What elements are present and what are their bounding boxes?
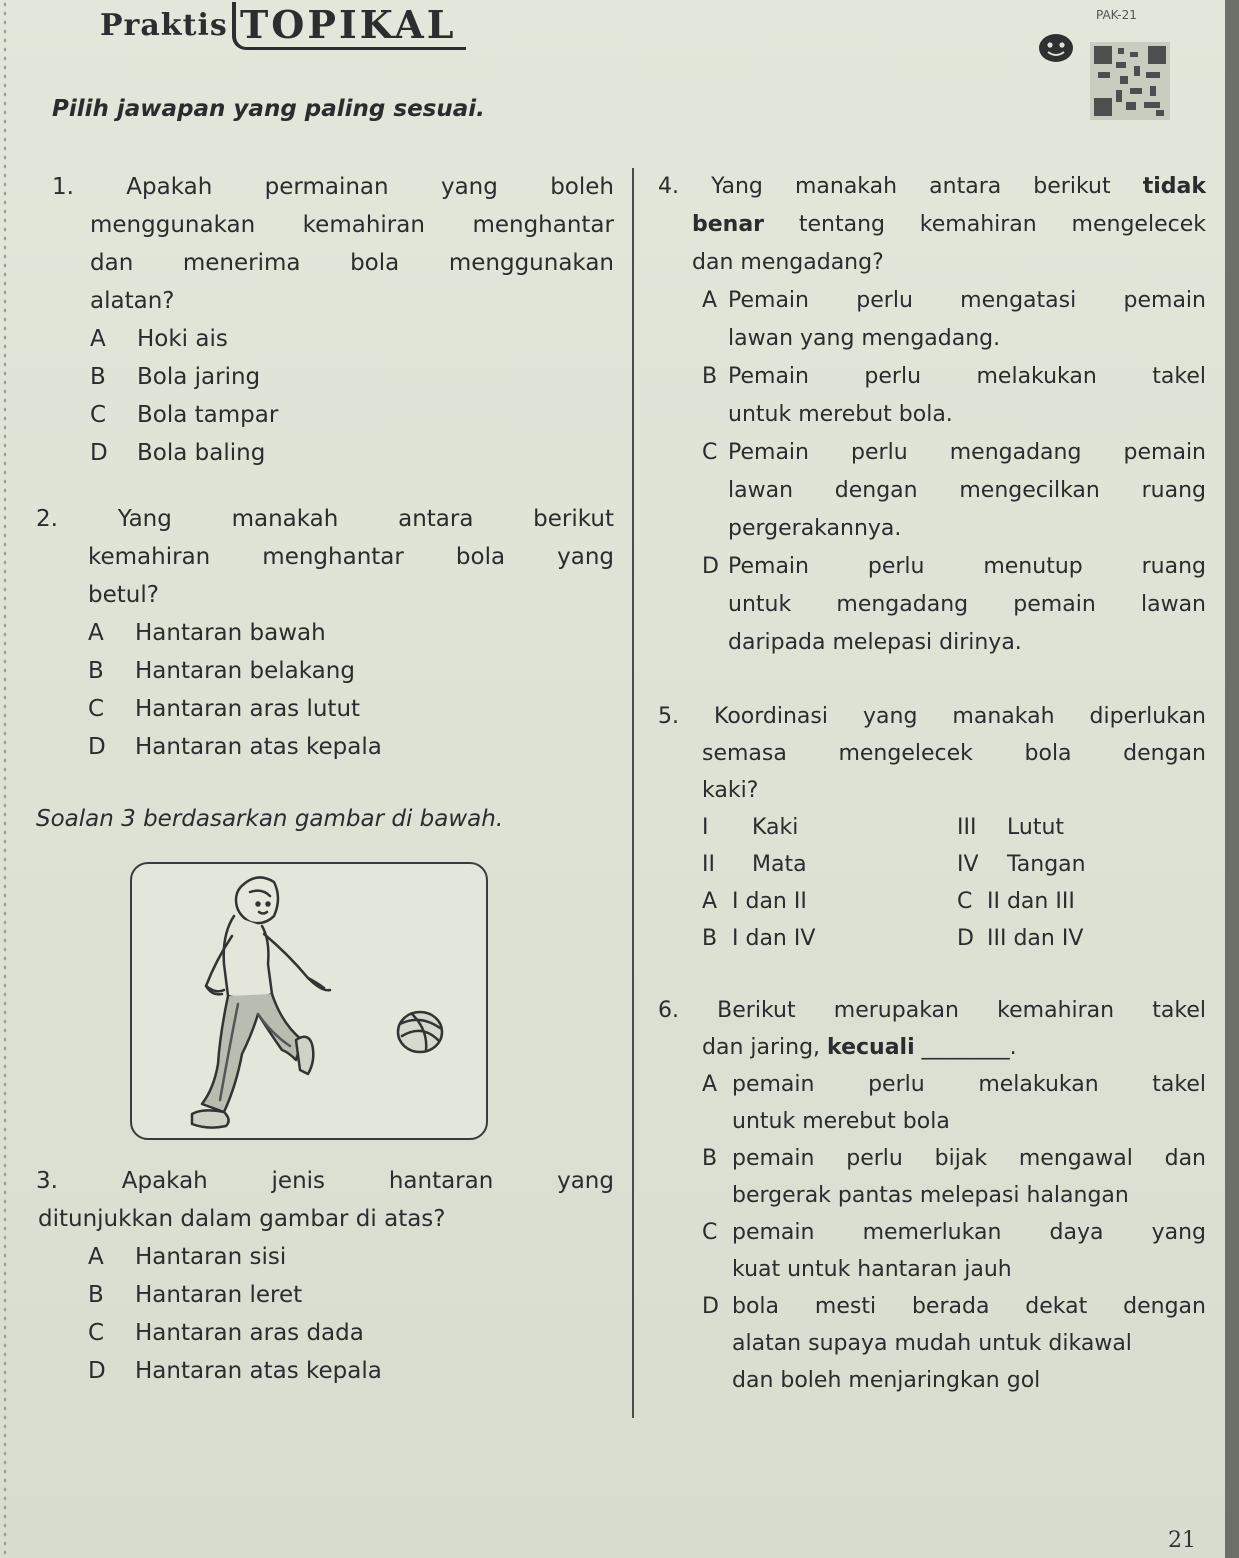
child-passing-ball-illustration: [132, 864, 486, 1138]
question-5: [658, 698, 1206, 957]
skill-code-label: PAK-21: [1096, 8, 1137, 22]
statement-row: II Mata IV Tangan: [702, 852, 1086, 877]
emphasis-text: kecuali: [827, 1035, 915, 1060]
answer-option-row[interactable]: A I dan II C II dan III: [702, 889, 1075, 914]
question-text-line: dan menerima bola menggunakan: [90, 250, 614, 276]
header-brand: TOPIKAL: [232, 2, 466, 50]
header-title: Praktis: [100, 8, 228, 43]
answer-option[interactable]: C Bola tampar: [90, 402, 279, 428]
question-text-line: dan jaring, kecuali ________.: [702, 1035, 1017, 1060]
question-2: [36, 500, 614, 766]
question-6: [658, 992, 1206, 1399]
answer-option[interactable]: D Pemain perlu menutup ruang untuk mengadang pemain lawan daripada melepasi dirinya.: [702, 554, 1206, 655]
column-divider: [632, 168, 634, 1418]
answer-blank: ________.: [921, 1035, 1017, 1060]
answer-option[interactable]: A Hantaran sisi: [88, 1244, 287, 1270]
question-text-line: ditunjukkan dalam gambar di atas?: [38, 1206, 446, 1232]
qr-code-icon: [1090, 42, 1170, 120]
page-edge-shadow: [1225, 0, 1239, 1558]
question-text-line: kaki?: [702, 778, 759, 803]
answer-option[interactable]: A Hoki ais: [90, 326, 228, 352]
question-text-line: 6. Berikut merupakan kemahiran takel: [658, 998, 1206, 1023]
answer-option[interactable]: D bola mesti berada dekat dengan alatan supaya mudah untuk dikawal dan boleh menjaringkan gol: [702, 1294, 1206, 1393]
question-text-line: 4. Yang manakah antara berikut tidak: [658, 174, 1206, 199]
answer-option[interactable]: A Hantaran bawah: [88, 620, 326, 646]
question-text-line: 5. Koordinasi yang manakah diperlukan: [658, 704, 1206, 729]
question-text-line: alatan?: [90, 288, 175, 314]
emphasis-text: benar: [692, 212, 765, 237]
answer-option-row[interactable]: B I dan IV D III dan IV: [702, 926, 1084, 951]
instruction-text: Pilih jawapan yang paling sesuai.: [52, 96, 485, 122]
illustration-frame: [130, 862, 488, 1140]
question-text-line: menggunakan kemahiran menghantar: [90, 212, 614, 238]
question-3: [36, 1162, 614, 1390]
answer-option[interactable]: D Bola baling: [90, 440, 266, 466]
answer-option[interactable]: C Pemain perlu mengadang pemain lawan dengan mengecilkan ruang pergerakannya.: [702, 440, 1206, 541]
question-text-line: betul?: [88, 582, 159, 608]
question-text-line: 2. Yang manakah antara berikut: [36, 506, 614, 532]
question-text-line: kemahiran menghantar bola yang: [88, 544, 614, 570]
question-1: [52, 168, 614, 472]
question-4: [658, 168, 1206, 662]
question-text-line: benar tentang kemahiran mengelecek: [692, 212, 1206, 237]
figure-reference-note: Soalan 3 berdasarkan gambar di bawah.: [36, 806, 504, 832]
statement-row: I Kaki III Lutut: [702, 815, 1065, 840]
answer-option[interactable]: C pemain memerlukan daya yang kuat untuk hantaran jauh: [702, 1220, 1206, 1282]
question-text-line: 3. Apakah jenis hantaran yang: [36, 1168, 614, 1194]
answer-option[interactable]: C Hantaran aras lutut: [88, 696, 361, 722]
answer-option[interactable]: B Hantaran leret: [88, 1282, 303, 1308]
answer-option[interactable]: A Pemain perlu mengatasi pemain lawan yang mengadang.: [702, 288, 1206, 351]
answer-option[interactable]: A pemain perlu melakukan takel untuk merebut bola: [702, 1072, 1206, 1134]
answer-option[interactable]: B Pemain perlu melakukan takel untuk merebut bola.: [702, 364, 1206, 427]
binding-dots: [2, 0, 8, 1558]
answer-option[interactable]: B Hantaran belakang: [88, 658, 355, 684]
answer-option[interactable]: D Hantaran atas kepala: [88, 1358, 382, 1384]
answer-option[interactable]: D Hantaran atas kepala: [88, 734, 382, 760]
question-text-line: semasa mengelecek bola dengan: [702, 741, 1206, 766]
page-number: 21: [1168, 1528, 1196, 1553]
question-text-line: dan mengadang?: [692, 250, 884, 275]
emphasis-text: tidak: [1142, 174, 1206, 199]
face-icon: [1036, 30, 1076, 64]
answer-option[interactable]: B pemain perlu bijak mengawal dan bergerak pantas melepasi halangan: [702, 1146, 1206, 1208]
answer-option[interactable]: B Bola jaring: [90, 364, 261, 390]
question-text-line: 1. Apakah permainan yang boleh: [52, 174, 614, 200]
answer-option[interactable]: C Hantaran aras dada: [88, 1320, 364, 1346]
